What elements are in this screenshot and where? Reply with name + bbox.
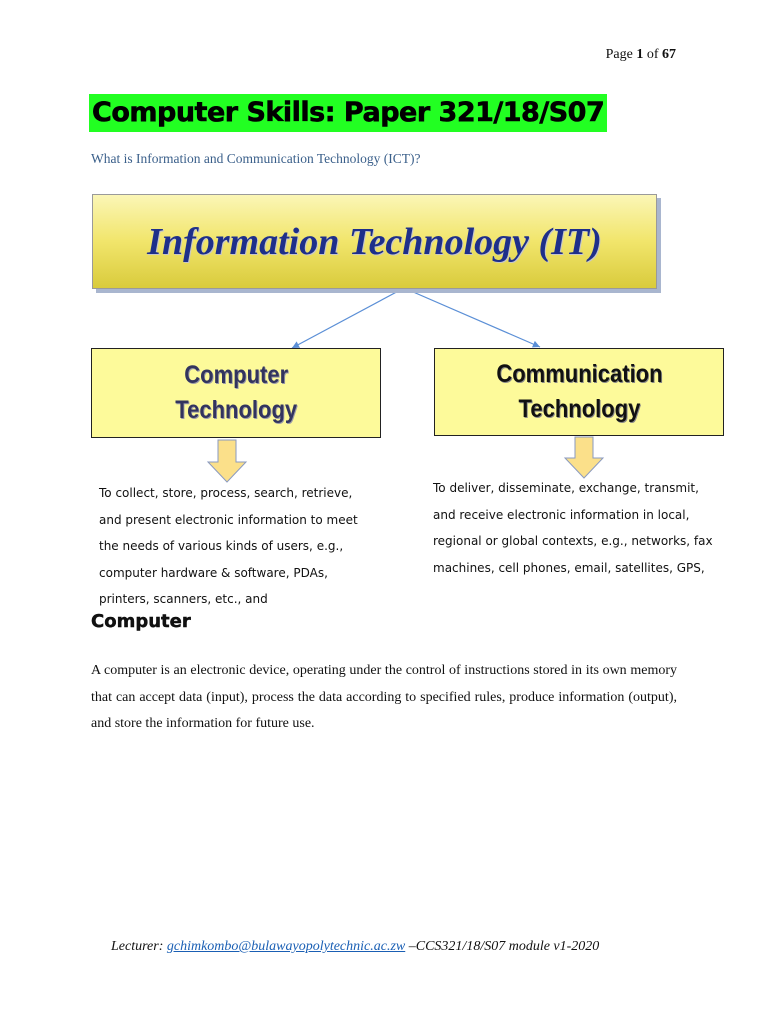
computer-technology-description bbox=[99, 480, 374, 606]
down-arrow-right-icon bbox=[565, 437, 603, 478]
desc-line: machines, cell phones, email, satellites, GPS, bbox=[433, 560, 705, 575]
page-label: Page bbox=[605, 47, 633, 62]
it-title: Information Technology (IT) bbox=[147, 220, 602, 263]
communication-technology-description bbox=[433, 475, 723, 582]
section-question: What is Information and Communication Technology (ICT)? bbox=[91, 151, 421, 166]
lecturer-email-link[interactable]: gchimkombo@bulawayopolytechnic.ac.zw bbox=[166, 939, 406, 954]
page-of: of bbox=[646, 47, 659, 62]
desc-line: printers, scanners, etc., and bbox=[99, 592, 268, 606]
desc-line: computer hardware & software, PDAs, bbox=[99, 565, 328, 580]
it-box bbox=[92, 194, 657, 289]
section-heading: Computer bbox=[91, 611, 191, 632]
connector-left bbox=[292, 288, 404, 348]
desc-line: and receive electronic information in local, bbox=[433, 507, 690, 522]
computer-technology-line2: Technology bbox=[175, 396, 297, 424]
footer-suffix: –CCS321/18/S07 module v1-2020 bbox=[408, 939, 600, 954]
document-title: Computer Skills: Paper 321/18/S07 bbox=[89, 94, 607, 132]
desc-line: To collect, store, process, search, retrieve, bbox=[99, 486, 353, 500]
page-current: 1 bbox=[636, 47, 644, 62]
computer-technology-line1: Computer bbox=[184, 361, 288, 389]
down-arrow-left-icon bbox=[208, 440, 246, 482]
page-total: 67 bbox=[662, 47, 676, 62]
footer bbox=[111, 939, 599, 955]
desc-line: the needs of various kinds of users, e.g., bbox=[99, 539, 344, 553]
footer-prefix: Lecturer: bbox=[111, 939, 164, 954]
section-paragraph: A computer is an electronic device, operating under the control of instructions stored in its own memory that can accept data (input), process the data according to specified rules, produce information (output), and store the information for future use. bbox=[91, 663, 677, 731]
computer-technology-box bbox=[91, 348, 381, 438]
desc-line: and present electronic information to meet bbox=[99, 512, 358, 527]
communication-technology-box bbox=[434, 348, 724, 436]
connector-right bbox=[404, 288, 540, 347]
desc-line: regional or global contexts, e.g., networks, fax bbox=[433, 534, 713, 548]
communication-technology-line1: Communication bbox=[495, 360, 663, 388]
desc-line: To deliver, disseminate, exchange, transmit, bbox=[433, 481, 699, 495]
communication-technology-line2: Technology bbox=[518, 395, 640, 423]
